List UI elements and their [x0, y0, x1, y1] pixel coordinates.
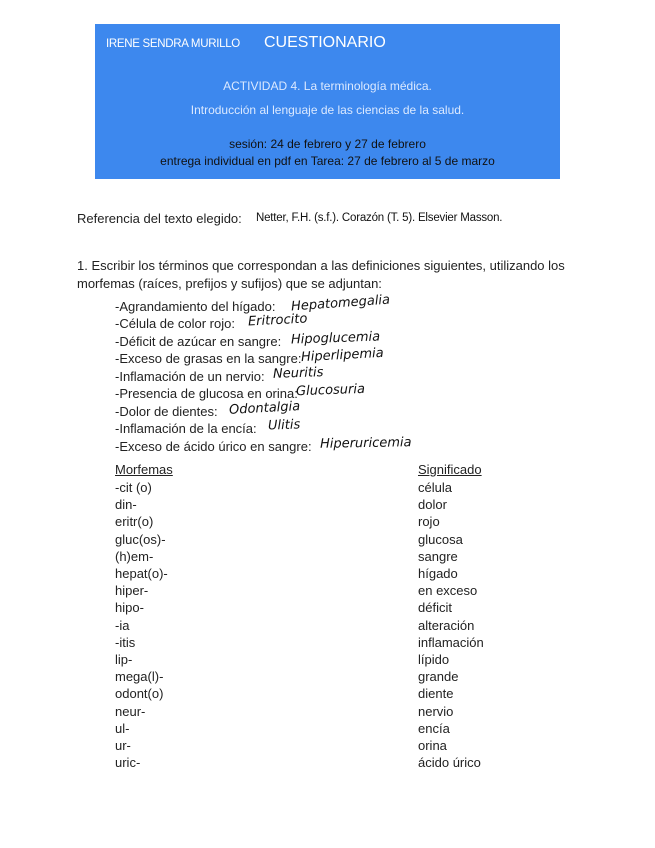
handwritten-answer: Odontalgia: [228, 399, 301, 418]
morpheme-cell: hepat(o)-: [115, 566, 168, 581]
header-banner: [95, 24, 560, 179]
activity-line: ACTIVIDAD 4. La terminología médica.: [223, 79, 432, 93]
definition-label: -Dolor de dientes:: [115, 404, 218, 419]
handwritten-answer: Hepatomegalia: [290, 292, 391, 315]
definition-item: [115, 299, 275, 314]
morpheme-cell: hiper-: [115, 583, 149, 599]
meaning-cell: glucosa: [418, 531, 463, 547]
morpheme-cell: mega(l)-: [115, 669, 164, 685]
reference-label: Referencia del texto elegido:: [77, 211, 242, 226]
meaning-cell: dolor: [418, 497, 447, 513]
document-title: CUESTIONARIO: [264, 34, 386, 51]
definition-item: [115, 351, 301, 366]
morpheme-cell: -ia: [115, 617, 130, 633]
delivery-line: entrega individual en pdf en Tarea: 27 de febrero al 5 de marzo: [160, 154, 495, 168]
morpheme-cell: din-: [115, 497, 137, 513]
definition-item: [115, 334, 281, 349]
meaning-cell: inflamación: [418, 634, 484, 650]
definition-item: [115, 439, 312, 454]
definition-item: [115, 316, 235, 331]
definition-item: [115, 421, 257, 436]
meaning-cell: alteración: [418, 617, 475, 633]
meaning-cell: nervio: [418, 703, 454, 719]
handwritten-answer: Hiperuricemia: [319, 435, 412, 452]
morpheme-cell: -itis: [115, 634, 136, 650]
meaning-cell: lípido: [418, 652, 450, 667]
definition-label: -Exceso de ácido úrico en sangre:: [115, 439, 312, 454]
meaning-cell: grande: [418, 669, 459, 685]
definition-label: -Agrandamiento del hígado:: [115, 299, 276, 314]
reference-value: Netter, F.H. (s.f.). Corazón (T. 5). Elsevier Masson.: [256, 212, 503, 224]
morpheme-cell: (h)em-: [115, 548, 154, 564]
meaning-cell: encía: [418, 720, 450, 736]
morpheme-cell: lip-: [115, 652, 133, 667]
handwritten-answer: Hipoglucemia: [290, 329, 381, 348]
definition-label: -Exceso de grasas en la sangre:: [115, 351, 302, 366]
meaning-cell: hígado: [418, 566, 458, 581]
handwritten-answer: Ulitis: [267, 417, 301, 434]
column-header-morphemes: Morfemas: [115, 462, 173, 477]
course-line: Introducción al lenguaje de las ciencias de la salud.: [190, 103, 465, 117]
meaning-cell: rojo: [418, 514, 440, 530]
question-1-text: 1. Escribir los términos que correspondan a las definiciones siguientes, utilizando los morfemas (raíces, prefijos y sufijos) que se adjuntan:: [77, 258, 565, 291]
meaning-cell: en exceso: [418, 583, 478, 599]
meaning-cell: diente: [418, 686, 454, 702]
morpheme-cell: uric-: [115, 755, 141, 771]
morpheme-cell: ur-: [115, 738, 131, 753]
definition-item: [115, 369, 265, 384]
meaning-cell: sangre: [418, 548, 458, 564]
meaning-cell: déficit: [418, 600, 452, 616]
morpheme-cell: odont(o): [115, 686, 164, 702]
definition-item: [115, 386, 298, 401]
handwritten-answer: Hiperlipemia: [300, 345, 385, 366]
meaning-cell: ácido úrico: [418, 755, 481, 771]
session-line: sesión: 24 de febrero y 27 de febrero: [229, 137, 426, 151]
handwritten-answer: Neuritis: [272, 365, 324, 382]
handwritten-answer: Glucosuria: [295, 381, 366, 400]
morpheme-cell: gluc(os)-: [115, 531, 166, 547]
morpheme-cell: ul-: [115, 720, 130, 736]
morpheme-cell: hipo-: [115, 600, 144, 616]
morpheme-cell: eritr(o): [115, 514, 154, 530]
meaning-cell: célula: [418, 480, 452, 495]
definition-label: -Inflamación de la encía:: [115, 421, 257, 436]
author-name: IRENE SENDRA MURILLO: [106, 38, 240, 50]
column-header-meaning: Significado: [418, 462, 482, 477]
definition-label: -Inflamación de un nervio:: [115, 369, 265, 384]
definition-label: -Célula de color rojo:: [115, 316, 235, 331]
definition-label: -Déficit de azúcar en sangre:: [115, 334, 282, 349]
morpheme-cell: neur-: [115, 703, 146, 719]
definition-label: -Presencia de glucosa en orina:: [115, 386, 298, 401]
definition-item: [115, 404, 218, 419]
handwritten-answer: Eritrocito: [247, 311, 308, 330]
meaning-cell: orina: [418, 738, 447, 753]
morpheme-cell: -cit (o): [115, 480, 152, 495]
